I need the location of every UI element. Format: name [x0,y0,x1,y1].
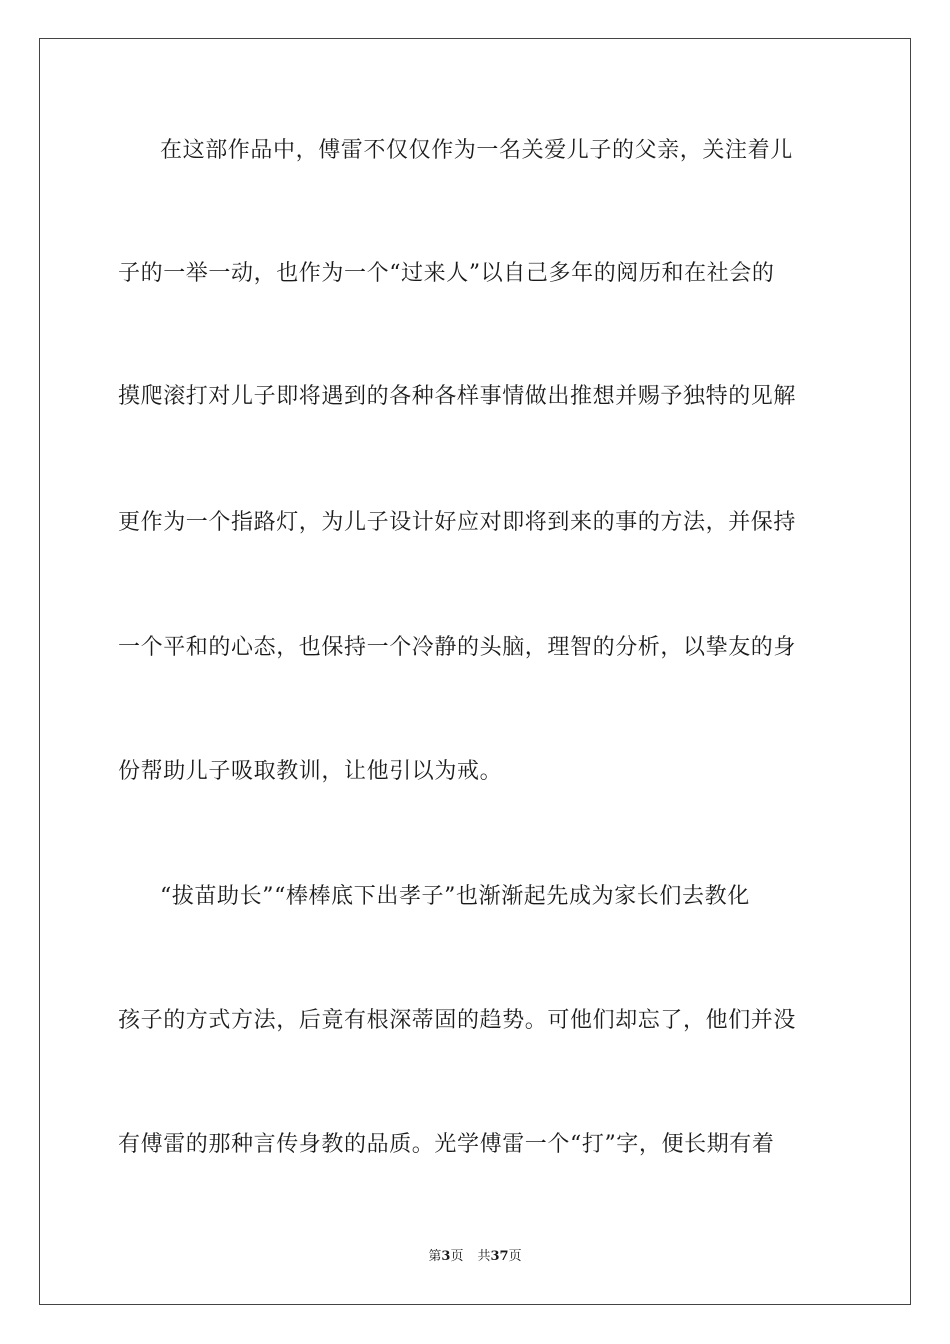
footer-page-number: 3 [441,1249,451,1264]
footer-total-suffix: 页 [508,1249,522,1264]
footer-page-prefix: 第 [428,1249,442,1264]
page-border [39,38,911,1305]
paragraph-1-line-5: 一个平和的心态，也保持一个冷静的头脑，理智的分析，以挚友的身 [118,635,797,660]
paragraph-1-line-3: 摸爬滚打对儿子即将遇到的各种各样事情做出推想并赐予独特的见解 [118,384,797,409]
paragraph-1-line-4: 更作为一个指路灯，为儿子设计好应对即将到来的事的方法，并保持 [118,510,797,535]
paragraph-1-line-6: 份帮助儿子吸取教训，让他引以为戒。 [118,759,503,784]
paragraph-2-line-2: 孩子的方式方法，后竟有根深蒂固的趋势。可他们却忘了，他们并没 [118,1008,797,1033]
paragraph-1-line-1: 在这部作品中，傅雷不仅仅作为一名关爱儿子的父亲，关注着儿 [160,138,793,163]
paragraph-2-line-3: 有傅雷的那种言传身教的品质。光学傅雷一个“打”字，便长期有着 [118,1132,775,1157]
page-footer [0,1248,950,1266]
paragraph-1-line-2: 子的一举一动，也作为一个“过来人”以自己多年的阅历和在社会的 [118,261,775,286]
footer-page-suffix: 页 [450,1249,464,1264]
footer-total-number: 37 [490,1249,509,1264]
paragraph-2-line-1: “拔苗助长”“棒棒底下出孝子”也渐渐起先成为家长们去教化 [160,884,750,909]
footer-total-prefix: 共 [477,1249,491,1264]
